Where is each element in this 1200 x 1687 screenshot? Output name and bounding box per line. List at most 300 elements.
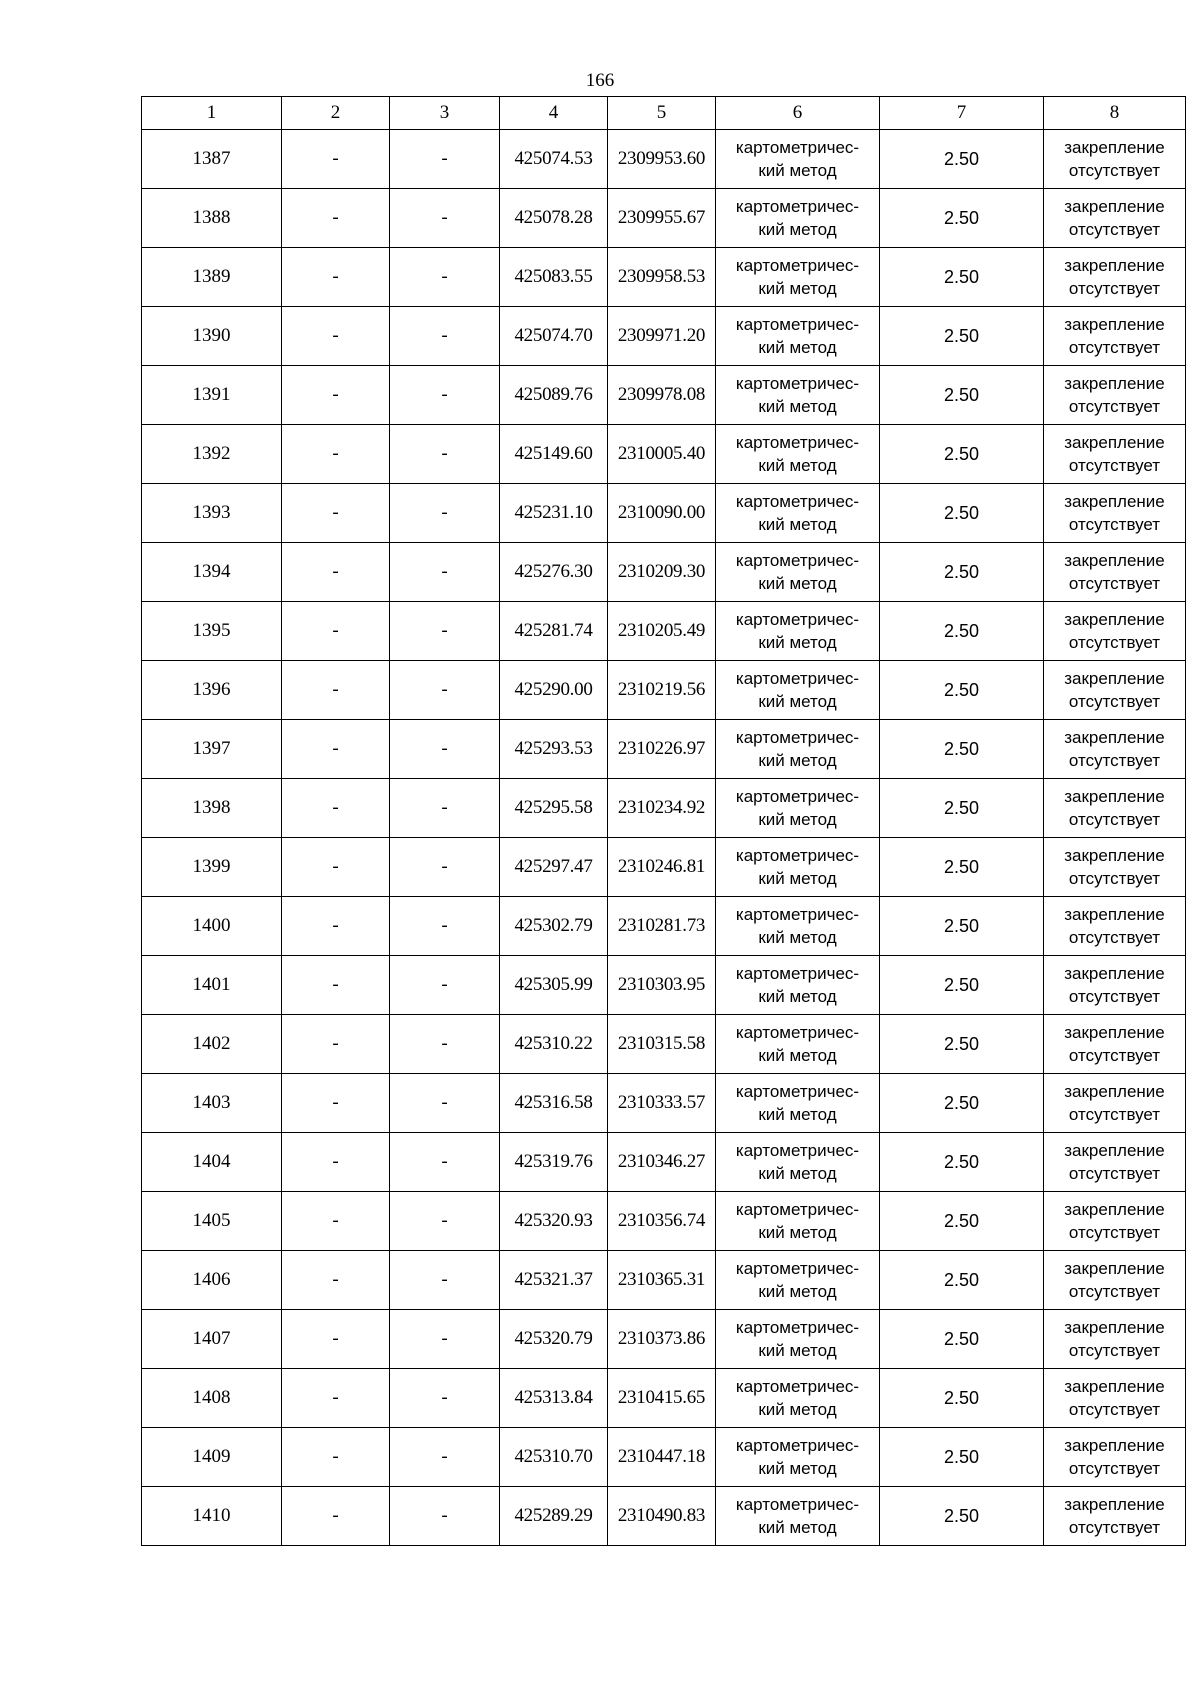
fixing-text: отсутствует <box>1068 928 1161 947</box>
accuracy-cell: 2.50 <box>880 425 1044 484</box>
method-text: кий метод <box>758 1341 837 1360</box>
table-row <box>142 484 1186 543</box>
fixing-text: закрепление <box>1064 787 1165 806</box>
fixing-text: закрепление <box>1064 905 1165 924</box>
method-text: кий метод <box>758 1282 837 1301</box>
table-row <box>142 1192 1186 1251</box>
fixing-text: отсутствует <box>1068 869 1161 888</box>
accuracy-cell: 2.50 <box>880 484 1044 543</box>
x-coordinate-cell: 425290.00 <box>500 661 608 720</box>
fixing-cell <box>1044 779 1186 838</box>
method-cell <box>716 720 880 779</box>
column-2-cell: - <box>282 897 390 956</box>
method-text: кий метод <box>758 1459 837 1478</box>
point-number-cell: 1392 <box>142 425 282 484</box>
method-text: картометричес- <box>735 1495 860 1514</box>
table-row <box>142 1428 1186 1487</box>
fixing-text: закрепление <box>1064 669 1165 688</box>
column-3-cell: - <box>390 838 500 897</box>
fixing-cell <box>1044 543 1186 602</box>
x-coordinate-cell: 425297.47 <box>500 838 608 897</box>
column-2-cell: - <box>282 248 390 307</box>
x-coordinate-cell: 425320.93 <box>500 1192 608 1251</box>
column-3-cell: - <box>390 661 500 720</box>
column-header: 3 <box>390 97 500 130</box>
method-text: картометричес- <box>735 1318 860 1337</box>
y-coordinate-cell: 2310356.74 <box>608 1192 716 1251</box>
accuracy-cell: 2.50 <box>880 956 1044 1015</box>
x-coordinate-cell: 425310.70 <box>500 1428 608 1487</box>
accuracy-cell: 2.50 <box>880 1074 1044 1133</box>
fixing-text: закрепление <box>1064 1436 1165 1455</box>
y-coordinate-cell: 2310365.31 <box>608 1251 716 1310</box>
x-coordinate-cell: 425293.53 <box>500 720 608 779</box>
fixing-text: закрепление <box>1064 256 1165 275</box>
method-cell <box>716 897 880 956</box>
fixing-text: отсутствует <box>1068 692 1161 711</box>
point-number-cell: 1403 <box>142 1074 282 1133</box>
method-text: кий метод <box>758 1105 837 1124</box>
method-text: картометричес- <box>735 1082 860 1101</box>
method-text: кий метод <box>758 338 837 357</box>
point-number-cell: 1388 <box>142 189 282 248</box>
column-3-cell: - <box>390 307 500 366</box>
y-coordinate-cell: 2310415.65 <box>608 1369 716 1428</box>
method-cell <box>716 307 880 366</box>
point-number-cell: 1397 <box>142 720 282 779</box>
accuracy-cell: 2.50 <box>880 1192 1044 1251</box>
method-cell <box>716 1133 880 1192</box>
x-coordinate-cell: 425321.37 <box>500 1251 608 1310</box>
column-2-cell: - <box>282 1015 390 1074</box>
table-row <box>142 425 1186 484</box>
y-coordinate-cell: 2310005.40 <box>608 425 716 484</box>
method-text: кий метод <box>758 279 837 298</box>
column-header: 8 <box>1044 97 1186 130</box>
column-2-cell: - <box>282 425 390 484</box>
method-text: картометричес- <box>735 964 860 983</box>
method-text: кий метод <box>758 1046 837 1065</box>
accuracy-cell: 2.50 <box>880 1487 1044 1546</box>
fixing-text: отсутствует <box>1068 1046 1161 1065</box>
coordinates-table <box>141 96 1186 1546</box>
fixing-cell <box>1044 1074 1186 1133</box>
method-text: кий метод <box>758 987 837 1006</box>
method-cell <box>716 1015 880 1074</box>
fixing-text: отсутствует <box>1068 574 1161 593</box>
fixing-text: закрепление <box>1064 197 1165 216</box>
method-text: картометричес- <box>735 492 860 511</box>
column-2-cell: - <box>282 484 390 543</box>
table-row <box>142 543 1186 602</box>
method-cell <box>716 1310 880 1369</box>
table-row <box>142 838 1186 897</box>
fixing-text: отсутствует <box>1068 1164 1161 1183</box>
column-2-cell: - <box>282 779 390 838</box>
accuracy-cell: 2.50 <box>880 1251 1044 1310</box>
fixing-cell <box>1044 602 1186 661</box>
column-2-cell: - <box>282 1074 390 1133</box>
table-row <box>142 956 1186 1015</box>
y-coordinate-cell: 2310246.81 <box>608 838 716 897</box>
y-coordinate-cell: 2309958.53 <box>608 248 716 307</box>
accuracy-cell: 2.50 <box>880 661 1044 720</box>
point-number-cell: 1406 <box>142 1251 282 1310</box>
point-number-cell: 1399 <box>142 838 282 897</box>
column-3-cell: - <box>390 1487 500 1546</box>
method-cell <box>716 1251 880 1310</box>
method-text: картометричес- <box>735 728 860 747</box>
table-row <box>142 307 1186 366</box>
column-3-cell: - <box>390 1251 500 1310</box>
method-cell <box>716 1428 880 1487</box>
method-text: кий метод <box>758 810 837 829</box>
fixing-text: отсутствует <box>1068 1459 1161 1478</box>
table-row <box>142 366 1186 425</box>
column-3-cell: - <box>390 543 500 602</box>
fixing-text: отсутствует <box>1068 515 1161 534</box>
point-number-cell: 1387 <box>142 130 282 189</box>
fixing-text: закрепление <box>1064 964 1165 983</box>
table-row <box>142 1310 1186 1369</box>
method-cell <box>716 838 880 897</box>
x-coordinate-cell: 425295.58 <box>500 779 608 838</box>
fixing-text: отсутствует <box>1068 397 1161 416</box>
fixing-text: отсутствует <box>1068 1341 1161 1360</box>
method-text: картометричес- <box>735 551 860 570</box>
column-3-cell: - <box>390 1133 500 1192</box>
y-coordinate-cell: 2310226.97 <box>608 720 716 779</box>
x-coordinate-cell: 425074.53 <box>500 130 608 189</box>
fixing-text: закрепление <box>1064 1259 1165 1278</box>
y-coordinate-cell: 2310333.57 <box>608 1074 716 1133</box>
table-row <box>142 1015 1186 1074</box>
fixing-cell <box>1044 720 1186 779</box>
column-2-cell: - <box>282 1428 390 1487</box>
fixing-text: закрепление <box>1064 1141 1165 1160</box>
table-row <box>142 1133 1186 1192</box>
fixing-text: закрепление <box>1064 315 1165 334</box>
table-row <box>142 779 1186 838</box>
method-text: картометричес- <box>735 1023 860 1042</box>
fixing-cell <box>1044 484 1186 543</box>
x-coordinate-cell: 425231.10 <box>500 484 608 543</box>
method-text: картометричес- <box>735 1259 860 1278</box>
x-coordinate-cell: 425302.79 <box>500 897 608 956</box>
column-2-cell: - <box>282 189 390 248</box>
fixing-cell <box>1044 1015 1186 1074</box>
fixing-text: отсутствует <box>1068 1400 1161 1419</box>
method-text: кий метод <box>758 633 837 652</box>
accuracy-cell: 2.50 <box>880 1369 1044 1428</box>
method-cell <box>716 1487 880 1546</box>
accuracy-cell: 2.50 <box>880 189 1044 248</box>
method-text: картометричес- <box>735 669 860 688</box>
column-2-cell: - <box>282 1133 390 1192</box>
y-coordinate-cell: 2310205.49 <box>608 602 716 661</box>
y-coordinate-cell: 2310219.56 <box>608 661 716 720</box>
fixing-text: отсутствует <box>1068 1518 1161 1537</box>
point-number-cell: 1396 <box>142 661 282 720</box>
column-header: 2 <box>282 97 390 130</box>
method-text: картометричес- <box>735 787 860 806</box>
fixing-cell <box>1044 248 1186 307</box>
method-text: кий метод <box>758 751 837 770</box>
method-text: кий метод <box>758 1164 837 1183</box>
table-row <box>142 661 1186 720</box>
fixing-text: закрепление <box>1064 1023 1165 1042</box>
table-row <box>142 248 1186 307</box>
table-row <box>142 130 1186 189</box>
column-2-cell: - <box>282 543 390 602</box>
method-cell <box>716 956 880 1015</box>
fixing-cell <box>1044 661 1186 720</box>
method-text: картометричес- <box>735 1377 860 1396</box>
point-number-cell: 1410 <box>142 1487 282 1546</box>
column-2-cell: - <box>282 956 390 1015</box>
method-text: кий метод <box>758 1400 837 1419</box>
method-cell <box>716 602 880 661</box>
column-3-cell: - <box>390 1074 500 1133</box>
column-2-cell: - <box>282 720 390 779</box>
y-coordinate-cell: 2309953.60 <box>608 130 716 189</box>
column-2-cell: - <box>282 130 390 189</box>
y-coordinate-cell: 2310303.95 <box>608 956 716 1015</box>
method-cell <box>716 248 880 307</box>
accuracy-cell: 2.50 <box>880 602 1044 661</box>
point-number-cell: 1407 <box>142 1310 282 1369</box>
column-2-cell: - <box>282 1251 390 1310</box>
column-3-cell: - <box>390 897 500 956</box>
fixing-text: отсутствует <box>1068 456 1161 475</box>
accuracy-cell: 2.50 <box>880 543 1044 602</box>
accuracy-cell: 2.50 <box>880 130 1044 189</box>
x-coordinate-cell: 425319.76 <box>500 1133 608 1192</box>
accuracy-cell: 2.50 <box>880 307 1044 366</box>
table-row <box>142 189 1186 248</box>
fixing-cell <box>1044 1487 1186 1546</box>
point-number-cell: 1405 <box>142 1192 282 1251</box>
method-text: картометричес- <box>735 1200 860 1219</box>
x-coordinate-cell: 425074.70 <box>500 307 608 366</box>
method-text: кий метод <box>758 1223 837 1242</box>
table-body <box>142 130 1186 1546</box>
column-header: 5 <box>608 97 716 130</box>
fixing-text: закрепление <box>1064 846 1165 865</box>
method-cell <box>716 1192 880 1251</box>
method-text: картометричес- <box>735 846 860 865</box>
fixing-cell <box>1044 130 1186 189</box>
accuracy-cell: 2.50 <box>880 1015 1044 1074</box>
x-coordinate-cell: 425316.58 <box>500 1074 608 1133</box>
fixing-cell <box>1044 897 1186 956</box>
column-2-cell: - <box>282 661 390 720</box>
column-3-cell: - <box>390 130 500 189</box>
fixing-text: отсутствует <box>1068 1105 1161 1124</box>
fixing-text: отсутствует <box>1068 338 1161 357</box>
point-number-cell: 1395 <box>142 602 282 661</box>
fixing-cell <box>1044 425 1186 484</box>
x-coordinate-cell: 425289.29 <box>500 1487 608 1546</box>
y-coordinate-cell: 2310490.83 <box>608 1487 716 1546</box>
fixing-text: закрепление <box>1064 551 1165 570</box>
point-number-cell: 1393 <box>142 484 282 543</box>
column-2-cell: - <box>282 1310 390 1369</box>
point-number-cell: 1401 <box>142 956 282 1015</box>
fixing-text: закрепление <box>1064 138 1165 157</box>
column-3-cell: - <box>390 1369 500 1428</box>
method-text: кий метод <box>758 397 837 416</box>
point-number-cell: 1402 <box>142 1015 282 1074</box>
fixing-text: отсутствует <box>1068 633 1161 652</box>
fixing-cell <box>1044 838 1186 897</box>
x-coordinate-cell: 425281.74 <box>500 602 608 661</box>
fixing-text: закрепление <box>1064 728 1165 747</box>
fixing-text: закрепление <box>1064 374 1165 393</box>
fixing-text: отсутствует <box>1068 810 1161 829</box>
method-cell <box>716 661 880 720</box>
table-row <box>142 1074 1186 1133</box>
column-3-cell: - <box>390 602 500 661</box>
column-3-cell: - <box>390 484 500 543</box>
x-coordinate-cell: 425149.60 <box>500 425 608 484</box>
method-text: кий метод <box>758 220 837 239</box>
fixing-cell <box>1044 1133 1186 1192</box>
point-number-cell: 1408 <box>142 1369 282 1428</box>
fixing-cell <box>1044 307 1186 366</box>
x-coordinate-cell: 425313.84 <box>500 1369 608 1428</box>
y-coordinate-cell: 2309978.08 <box>608 366 716 425</box>
fixing-text: закрепление <box>1064 1200 1165 1219</box>
x-coordinate-cell: 425310.22 <box>500 1015 608 1074</box>
accuracy-cell: 2.50 <box>880 366 1044 425</box>
fixing-text: отсутствует <box>1068 987 1161 1006</box>
method-text: картометричес- <box>735 315 860 334</box>
point-number-cell: 1391 <box>142 366 282 425</box>
x-coordinate-cell: 425078.28 <box>500 189 608 248</box>
y-coordinate-cell: 2310447.18 <box>608 1428 716 1487</box>
method-text: картометричес- <box>735 905 860 924</box>
column-2-cell: - <box>282 602 390 661</box>
table-row <box>142 720 1186 779</box>
fixing-text: закрепление <box>1064 1082 1165 1101</box>
y-coordinate-cell: 2310234.92 <box>608 779 716 838</box>
accuracy-cell: 2.50 <box>880 1310 1044 1369</box>
point-number-cell: 1400 <box>142 897 282 956</box>
fixing-cell <box>1044 1310 1186 1369</box>
column-3-cell: - <box>390 425 500 484</box>
column-header: 1 <box>142 97 282 130</box>
method-cell <box>716 1074 880 1133</box>
column-3-cell: - <box>390 1192 500 1251</box>
method-text: картометричес- <box>735 374 860 393</box>
y-coordinate-cell: 2310315.58 <box>608 1015 716 1074</box>
method-text: кий метод <box>758 161 837 180</box>
column-2-cell: - <box>282 1192 390 1251</box>
method-cell <box>716 130 880 189</box>
column-3-cell: - <box>390 366 500 425</box>
point-number-cell: 1394 <box>142 543 282 602</box>
method-text: кий метод <box>758 928 837 947</box>
column-2-cell: - <box>282 366 390 425</box>
column-3-cell: - <box>390 1015 500 1074</box>
accuracy-cell: 2.50 <box>880 1133 1044 1192</box>
y-coordinate-cell: 2310209.30 <box>608 543 716 602</box>
fixing-text: отсутствует <box>1068 161 1161 180</box>
fixing-cell <box>1044 366 1186 425</box>
method-text: картометричес- <box>735 256 860 275</box>
y-coordinate-cell: 2309971.20 <box>608 307 716 366</box>
y-coordinate-cell: 2310373.86 <box>608 1310 716 1369</box>
fixing-text: отсутствует <box>1068 279 1161 298</box>
column-2-cell: - <box>282 838 390 897</box>
column-2-cell: - <box>282 1369 390 1428</box>
method-cell <box>716 425 880 484</box>
accuracy-cell: 2.50 <box>880 897 1044 956</box>
method-text: кий метод <box>758 869 837 888</box>
column-header: 6 <box>716 97 880 130</box>
fixing-text: закрепление <box>1064 1377 1165 1396</box>
method-cell <box>716 779 880 838</box>
column-header: 4 <box>500 97 608 130</box>
x-coordinate-cell: 425089.76 <box>500 366 608 425</box>
method-cell <box>716 366 880 425</box>
table-row <box>142 1251 1186 1310</box>
x-coordinate-cell: 425083.55 <box>500 248 608 307</box>
method-cell <box>716 189 880 248</box>
method-text: кий метод <box>758 692 837 711</box>
column-2-cell: - <box>282 1487 390 1546</box>
fixing-cell <box>1044 1428 1186 1487</box>
fixing-text: закрепление <box>1064 492 1165 511</box>
method-text: картометричес- <box>735 610 860 629</box>
method-text: картометричес- <box>735 1436 860 1455</box>
x-coordinate-cell: 425305.99 <box>500 956 608 1015</box>
method-text: картометричес- <box>735 138 860 157</box>
table-row <box>142 897 1186 956</box>
fixing-text: отсутствует <box>1068 1282 1161 1301</box>
fixing-text: закрепление <box>1064 610 1165 629</box>
method-cell <box>716 484 880 543</box>
method-cell <box>716 543 880 602</box>
method-text: кий метод <box>758 1518 837 1537</box>
fixing-cell <box>1044 1369 1186 1428</box>
column-header: 7 <box>880 97 1044 130</box>
accuracy-cell: 2.50 <box>880 838 1044 897</box>
x-coordinate-cell: 425276.30 <box>500 543 608 602</box>
fixing-text: отсутствует <box>1068 220 1161 239</box>
fixing-cell <box>1044 1251 1186 1310</box>
column-3-cell: - <box>390 248 500 307</box>
point-number-cell: 1398 <box>142 779 282 838</box>
accuracy-cell: 2.50 <box>880 720 1044 779</box>
table-row <box>142 1369 1186 1428</box>
method-text: кий метод <box>758 574 837 593</box>
page-number: 166 <box>585 70 615 91</box>
fixing-text: закрепление <box>1064 1495 1165 1514</box>
column-3-cell: - <box>390 189 500 248</box>
y-coordinate-cell: 2310090.00 <box>608 484 716 543</box>
x-coordinate-cell: 425320.79 <box>500 1310 608 1369</box>
method-text: картометричес- <box>735 1141 860 1160</box>
method-text: картометричес- <box>735 197 860 216</box>
column-3-cell: - <box>390 1310 500 1369</box>
fixing-cell <box>1044 189 1186 248</box>
column-3-cell: - <box>390 779 500 838</box>
fixing-text: отсутствует <box>1068 1223 1161 1242</box>
accuracy-cell: 2.50 <box>880 779 1044 838</box>
column-2-cell: - <box>282 307 390 366</box>
